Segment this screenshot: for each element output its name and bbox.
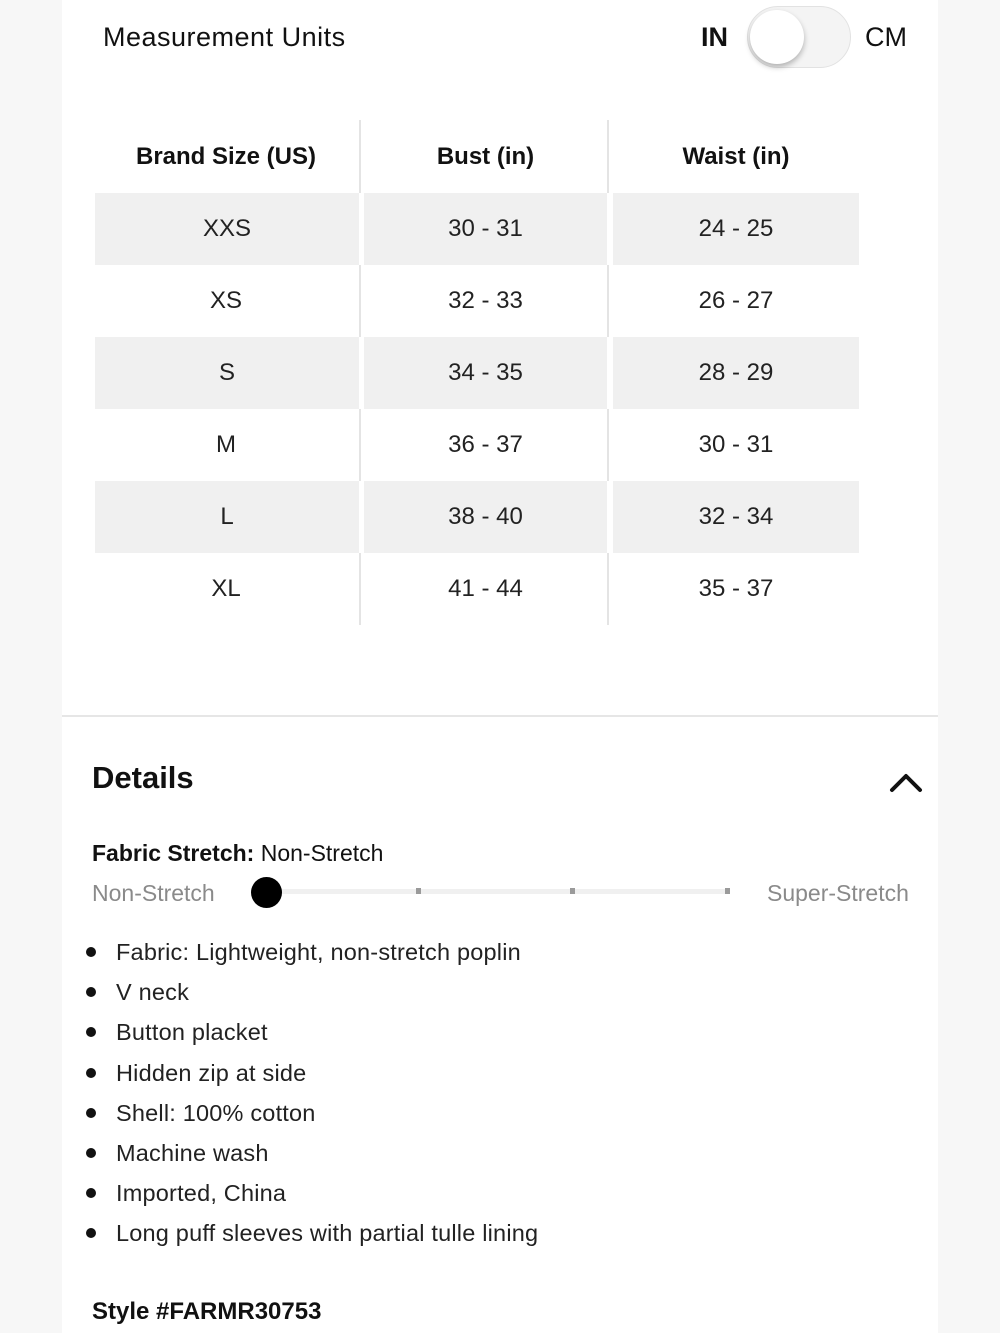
list-item [84, 1093, 538, 1133]
measurement-units-label: Measurement Units [103, 22, 346, 52]
column-divider [607, 265, 609, 337]
list-item-text: Machine wash [116, 1139, 269, 1166]
size-cell: L [95, 481, 359, 553]
bullet-icon [86, 1228, 96, 1238]
bust-cell: 38 - 40 [364, 481, 607, 553]
table-row [95, 193, 859, 265]
bust-cell: 30 - 31 [364, 193, 607, 265]
unit-in-label[interactable]: IN [701, 22, 728, 52]
column-divider [607, 553, 609, 625]
stretch-scale-tick [416, 888, 421, 894]
measurement-units-row [103, 0, 923, 80]
header-bust: Bust (in) [436, 142, 535, 170]
bust-cell: 41 - 44 [448, 575, 523, 602]
table-header-row [95, 120, 859, 193]
column-divider [359, 409, 361, 481]
column-divider [359, 120, 361, 193]
bust-cell: 32 - 33 [448, 287, 523, 314]
table-row [95, 337, 859, 409]
bullet-icon [86, 987, 96, 997]
table-row [95, 409, 859, 481]
list-item-text: Shell: 100% cotton [116, 1099, 316, 1126]
chevron-up-icon[interactable] [884, 764, 928, 798]
waist-cell: 28 - 29 [613, 337, 859, 409]
column-divider [607, 409, 609, 481]
list-item [84, 1213, 538, 1253]
toggle-knob[interactable] [750, 10, 804, 64]
waist-cell: 30 - 31 [698, 431, 774, 458]
table-row [95, 481, 859, 553]
bullet-icon [86, 1027, 96, 1037]
fabric-stretch-value: Non-Stretch [260, 840, 384, 866]
list-item-text: Button placket [116, 1019, 268, 1046]
bust-cell: 34 - 35 [364, 337, 607, 409]
bullet-icon [86, 1108, 96, 1118]
size-cell: M [216, 431, 236, 458]
list-item [84, 1012, 538, 1052]
stretch-scale-tick [570, 888, 575, 894]
section-divider [62, 715, 938, 717]
fabric-stretch-label: Fabric Stretch: [92, 840, 255, 866]
header-brand-size: Brand Size (US) [135, 142, 317, 170]
stretch-scale-indicator [251, 877, 282, 908]
stretch-scale-track [266, 889, 730, 894]
waist-cell: 24 - 25 [613, 193, 859, 265]
list-item-text: V neck [116, 979, 190, 1006]
list-item-text: Long puff sleeves with partial tulle lining [116, 1220, 539, 1247]
details-heading[interactable]: Details [92, 760, 194, 795]
waist-cell: 26 - 27 [698, 287, 774, 314]
list-item [84, 972, 538, 1012]
list-item-text: Fabric: Lightweight, non-stretch poplin [116, 939, 521, 965]
size-cell: XL [211, 575, 241, 602]
list-item [84, 932, 538, 972]
bullet-icon [86, 947, 96, 957]
unit-toggle-switch[interactable] [747, 6, 851, 68]
list-item [84, 1173, 538, 1213]
waist-cell: 35 - 37 [698, 575, 774, 602]
list-item-text: Imported, China [116, 1180, 287, 1207]
column-divider [607, 120, 609, 193]
bust-cell: 36 - 37 [448, 431, 523, 458]
size-cell: XS [209, 287, 242, 314]
list-item [84, 1133, 538, 1173]
list-item [84, 1053, 538, 1093]
waist-cell: 32 - 34 [613, 481, 859, 553]
size-cell: S [95, 337, 359, 409]
stretch-scale-tick [725, 888, 730, 894]
size-chart-table [95, 120, 859, 625]
style-number: Style #FARMR30753 [92, 1298, 322, 1325]
bullet-icon [86, 1188, 96, 1198]
table-row [95, 265, 859, 337]
bullet-icon [86, 1148, 96, 1158]
header-waist: Waist (in) [682, 142, 790, 170]
list-item-text: Hidden zip at side [116, 1059, 307, 1086]
details-list [84, 932, 538, 1254]
stretch-scale-max-label: Super-Stretch [767, 880, 909, 906]
table-row [95, 553, 859, 625]
stretch-scale-min-label: Non-Stretch [92, 880, 215, 906]
unit-cm-label[interactable]: CM [865, 22, 907, 52]
column-divider [359, 265, 361, 337]
bullet-icon [86, 1068, 96, 1078]
size-cell: XXS [95, 193, 359, 265]
column-divider [359, 553, 361, 625]
fabric-stretch-line [92, 840, 383, 867]
